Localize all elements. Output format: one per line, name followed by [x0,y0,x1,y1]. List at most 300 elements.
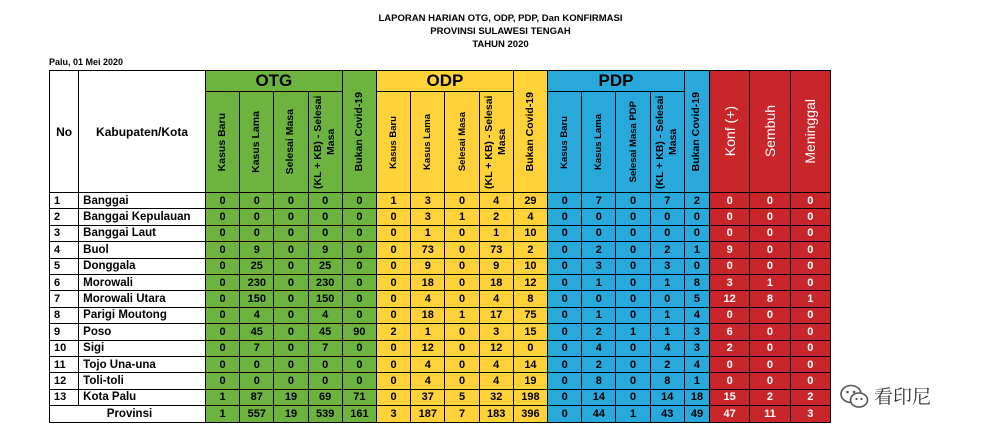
cell-sembuh: 0 [750,373,790,389]
cell-odp-bukan: 2 [513,242,547,258]
table-row [50,291,831,307]
cell-odp-kl-kb: 3 [479,324,513,340]
col-odp-bukan: Bukan Covid-19 [513,71,547,193]
cell-odp-kl-kb: 183 [479,406,513,423]
cell-sembuh: 0 [750,242,790,258]
cell-odp-bukan: 198 [513,389,547,405]
cell-odp-kasus-baru: 0 [377,242,411,258]
report-year: TAHUN 2020 [472,39,529,50]
cell-otg-selesai-masa: 0 [274,258,308,274]
cell-pdp-kl-kb: 1 [650,324,684,340]
cell-odp-kl-kb: 9 [479,258,513,274]
cell-otg-selesai-masa: 19 [274,389,308,405]
cell-odp-selesai-masa: 1 [445,209,479,225]
report-date: Palu, 01 Mei 2020 [49,57,124,67]
group-otg: OTG [205,71,342,92]
cell-pdp-kasus-lama: 2 [582,242,616,258]
cell-pdp-bukan: 1 [684,373,709,389]
cell-pdp-kasus-lama: 1 [582,307,616,323]
cell-otg-bukan: 0 [342,209,376,225]
cell-pdp-kasus-lama: 2 [582,356,616,372]
cell-konf: 6 [710,324,750,340]
cell-pdp-kasus-lama: 14 [582,389,616,405]
cell-odp-kasus-lama: 3 [411,209,445,225]
cell-odp-bukan: 0 [513,340,547,356]
cell-pdp-kasus-baru: 0 [548,209,582,225]
report-title: LAPORAN HARIAN OTG, ODP, PDP, Dan KONFIRMASI [378,13,623,24]
row-kabupaten: Donggala [79,258,206,274]
cell-otg-selesai-masa: 0 [274,274,308,290]
cell-odp-kasus-lama: 18 [411,307,445,323]
cell-otg-kasus-baru: 0 [205,242,239,258]
cell-otg-kasus-lama: 4 [240,307,274,323]
cell-pdp-selesai-masa: 0 [616,209,650,225]
cell-konf: 0 [710,258,750,274]
cell-odp-selesai-masa: 5 [445,389,479,405]
cell-pdp-kasus-lama: 4 [582,340,616,356]
cell-sembuh: 0 [750,193,790,209]
cell-pdp-kl-kb: 4 [650,340,684,356]
cell-odp-kasus-lama: 4 [411,291,445,307]
cell-meninggal: 0 [790,258,830,274]
row-no: 12 [50,373,79,389]
cell-otg-kasus-baru: 0 [205,373,239,389]
cell-otg-kl-kb: 25 [308,258,342,274]
cell-konf: 0 [710,373,750,389]
cell-meninggal: 0 [790,209,830,225]
row-kabupaten: Morowali Utara [79,291,206,307]
cell-otg-kl-kb: 539 [308,406,342,423]
cell-odp-kasus-baru: 0 [377,307,411,323]
cell-pdp-bukan: 2 [684,193,709,209]
cell-otg-bukan: 90 [342,324,376,340]
col-meninggal: Meninggal [790,71,830,193]
cell-odp-kasus-lama: 37 [411,389,445,405]
cell-pdp-kl-kb: 0 [650,225,684,241]
cell-meninggal: 0 [790,356,830,372]
cell-odp-bukan: 396 [513,406,547,423]
cell-pdp-bukan: 0 [684,258,709,274]
col-otg-bukan: Bukan Covid-19 [342,71,376,193]
table-row [50,324,831,340]
cell-pdp-selesai-masa: 0 [616,373,650,389]
row-no: 7 [50,291,79,307]
cell-otg-bukan: 0 [342,373,376,389]
table-row [50,274,831,290]
row-no: 5 [50,258,79,274]
total-row [50,406,831,423]
cell-meninggal: 0 [790,274,830,290]
row-kabupaten: Tojo Una-una [79,356,206,372]
cell-pdp-bukan: 18 [684,389,709,405]
row-kabupaten: Banggai Laut [79,225,206,241]
cell-konf: 47 [710,406,750,423]
row-kabupaten: Buol [79,242,206,258]
report-table [49,70,831,423]
cell-otg-bukan: 161 [342,406,376,423]
col-pdp-bukan: Bukan Covid-19 [684,71,709,193]
cell-pdp-bukan: 8 [684,274,709,290]
cell-pdp-kl-kb: 1 [650,274,684,290]
cell-otg-kasus-lama: 87 [240,389,274,405]
cell-pdp-bukan: 0 [684,209,709,225]
cell-otg-kasus-lama: 7 [240,340,274,356]
cell-konf: 2 [710,340,750,356]
cell-otg-kl-kb: 0 [308,356,342,372]
cell-sembuh: 0 [750,307,790,323]
cell-odp-kasus-baru: 3 [377,406,411,423]
cell-otg-kl-kb: 0 [308,225,342,241]
table-row [50,307,831,323]
cell-odp-kasus-baru: 0 [377,373,411,389]
cell-odp-kasus-lama: 18 [411,274,445,290]
cell-pdp-kasus-baru: 0 [548,373,582,389]
row-no: 4 [50,242,79,258]
cell-pdp-kasus-baru: 0 [548,307,582,323]
cell-pdp-kasus-baru: 0 [548,225,582,241]
col-otg-kasus-baru: Kasus Baru [205,92,239,193]
table-row [50,209,831,225]
cell-meninggal: 0 [790,193,830,209]
col-otg-selesai-masa: Selesai Masa [274,92,308,193]
cell-otg-kasus-baru: 0 [205,291,239,307]
cell-pdp-kl-kb: 43 [650,406,684,423]
cell-odp-kasus-lama: 187 [411,406,445,423]
table-row [50,356,831,372]
table-row [50,258,831,274]
cell-otg-kasus-lama: 150 [240,291,274,307]
cell-otg-kasus-lama: 25 [240,258,274,274]
cell-odp-kasus-lama: 9 [411,258,445,274]
cell-sembuh: 8 [750,291,790,307]
cell-odp-kl-kb: 4 [479,193,513,209]
cell-odp-kasus-lama: 4 [411,373,445,389]
cell-odp-selesai-masa: 0 [445,340,479,356]
cell-odp-bukan: 4 [513,209,547,225]
cell-pdp-bukan: 5 [684,291,709,307]
cell-odp-kl-kb: 12 [479,340,513,356]
row-kabupaten: Banggai [79,193,206,209]
cell-otg-kasus-baru: 0 [205,324,239,340]
cell-konf: 15 [710,389,750,405]
cell-pdp-kasus-baru: 0 [548,274,582,290]
cell-odp-kl-kb: 4 [479,356,513,372]
cell-pdp-kl-kb: 0 [650,291,684,307]
col-no: No [50,71,79,193]
cell-pdp-selesai-masa: 0 [616,291,650,307]
cell-otg-kasus-baru: 0 [205,274,239,290]
row-kabupaten: Parigi Moutong [79,307,206,323]
table-row [50,373,831,389]
cell-odp-bukan: 14 [513,356,547,372]
cell-otg-kl-kb: 4 [308,307,342,323]
cell-sembuh: 0 [750,356,790,372]
cell-odp-kasus-lama: 73 [411,242,445,258]
cell-otg-kasus-lama: 230 [240,274,274,290]
cell-otg-kasus-lama: 557 [240,406,274,423]
cell-meninggal: 0 [790,225,830,241]
cell-odp-kasus-lama: 12 [411,340,445,356]
cell-konf: 3 [710,274,750,290]
cell-otg-selesai-masa: 0 [274,324,308,340]
col-odp-kasus-lama: Kasus Lama [411,92,445,193]
cell-otg-kasus-lama: 9 [240,242,274,258]
col-odp-selesai-masa: Selesai Masa [445,92,479,193]
cell-konf: 12 [710,291,750,307]
cell-otg-kl-kb: 69 [308,389,342,405]
cell-pdp-selesai-masa: 0 [616,340,650,356]
cell-odp-kasus-baru: 0 [377,389,411,405]
cell-pdp-kasus-baru: 0 [548,356,582,372]
cell-otg-kasus-baru: 0 [205,307,239,323]
row-kabupaten: Sigi [79,340,206,356]
cell-pdp-kasus-lama: 0 [582,209,616,225]
cell-pdp-kasus-baru: 0 [548,324,582,340]
cell-pdp-kasus-baru: 0 [548,291,582,307]
row-no: 2 [50,209,79,225]
col-konf: Konf (+) [710,71,750,193]
cell-otg-bukan: 0 [342,274,376,290]
cell-konf: 9 [710,242,750,258]
row-kabupaten: Banggai Kepulauan [79,209,206,225]
cell-odp-selesai-masa: 0 [445,373,479,389]
cell-otg-selesai-masa: 0 [274,373,308,389]
cell-meninggal: 0 [790,242,830,258]
col-odp-kasus-baru: Kasus Baru [377,92,411,193]
cell-konf: 0 [710,193,750,209]
row-no: 3 [50,225,79,241]
row-no: 9 [50,324,79,340]
cell-sembuh: 0 [750,225,790,241]
cell-otg-kl-kb: 0 [308,373,342,389]
cell-otg-kl-kb: 150 [308,291,342,307]
cell-pdp-kasus-baru: 0 [548,193,582,209]
wechat-icon [838,380,872,414]
cell-otg-selesai-masa: 0 [274,193,308,209]
cell-pdp-bukan: 4 [684,356,709,372]
cell-otg-bukan: 71 [342,389,376,405]
cell-odp-selesai-masa: 0 [445,291,479,307]
cell-otg-selesai-masa: 0 [274,340,308,356]
cell-pdp-kasus-baru: 0 [548,406,582,423]
cell-pdp-selesai-masa: 1 [616,406,650,423]
cell-pdp-kl-kb: 0 [650,209,684,225]
cell-sembuh: 1 [750,274,790,290]
cell-sembuh: 0 [750,258,790,274]
cell-otg-kl-kb: 230 [308,274,342,290]
cell-otg-selesai-masa: 0 [274,242,308,258]
col-odp-kl-kb: (KL + KB) - Selesai Masa [479,92,513,193]
cell-konf: 0 [710,356,750,372]
cell-meninggal: 0 [790,373,830,389]
cell-odp-kl-kb: 1 [479,225,513,241]
cell-otg-kasus-lama: 0 [240,193,274,209]
cell-pdp-selesai-masa: 0 [616,193,650,209]
cell-pdp-kasus-baru: 0 [548,242,582,258]
col-pdp-kasus-lama: Kasus Lama [582,92,616,193]
cell-otg-selesai-masa: 0 [274,291,308,307]
cell-otg-kasus-lama: 0 [240,373,274,389]
cell-pdp-selesai-masa: 0 [616,225,650,241]
cell-pdp-kasus-lama: 0 [582,225,616,241]
cell-odp-kasus-baru: 1 [377,193,411,209]
cell-odp-selesai-masa: 0 [445,258,479,274]
cell-konf: 0 [710,225,750,241]
cell-pdp-bukan: 4 [684,307,709,323]
cell-pdp-selesai-masa: 0 [616,242,650,258]
table-row [50,389,831,405]
cell-meninggal: 0 [790,340,830,356]
cell-odp-selesai-masa: 0 [445,356,479,372]
cell-odp-kasus-baru: 0 [377,225,411,241]
cell-pdp-bukan: 49 [684,406,709,423]
cell-odp-kasus-baru: 2 [377,324,411,340]
total-label: Provinsi [50,406,206,423]
cell-sembuh: 0 [750,209,790,225]
cell-otg-kasus-lama: 0 [240,209,274,225]
row-no: 8 [50,307,79,323]
cell-pdp-selesai-masa: 0 [616,274,650,290]
row-kabupaten: Toli-toli [79,373,206,389]
cell-otg-bukan: 0 [342,242,376,258]
cell-konf: 0 [710,209,750,225]
cell-odp-bukan: 29 [513,193,547,209]
row-no: 10 [50,340,79,356]
cell-otg-kl-kb: 0 [308,209,342,225]
cell-otg-bukan: 0 [342,258,376,274]
cell-otg-selesai-masa: 0 [274,225,308,241]
cell-otg-kl-kb: 7 [308,340,342,356]
cell-meninggal: 0 [790,307,830,323]
cell-pdp-kl-kb: 3 [650,258,684,274]
cell-otg-kasus-lama: 45 [240,324,274,340]
cell-sembuh: 11 [750,406,790,423]
col-pdp-selesai-masa: Selesai Masa PDP [616,92,650,193]
cell-pdp-kasus-baru: 0 [548,340,582,356]
cell-odp-kl-kb: 4 [479,291,513,307]
cell-konf: 0 [710,307,750,323]
cell-odp-bukan: 19 [513,373,547,389]
cell-pdp-kl-kb: 8 [650,373,684,389]
cell-otg-selesai-masa: 0 [274,307,308,323]
cell-meninggal: 3 [790,406,830,423]
cell-otg-kl-kb: 0 [308,193,342,209]
table-row [50,340,831,356]
cell-pdp-kl-kb: 2 [650,242,684,258]
cell-pdp-kasus-baru: 0 [548,258,582,274]
cell-otg-kasus-baru: 1 [205,406,239,423]
cell-otg-kl-kb: 9 [308,242,342,258]
cell-otg-bukan: 0 [342,356,376,372]
cell-pdp-kasus-lama: 44 [582,406,616,423]
cell-odp-kl-kb: 32 [479,389,513,405]
cell-pdp-kl-kb: 2 [650,356,684,372]
cell-odp-bukan: 8 [513,291,547,307]
cell-odp-kasus-baru: 0 [377,258,411,274]
cell-odp-kasus-lama: 1 [411,225,445,241]
cell-otg-selesai-masa: 0 [274,209,308,225]
row-kabupaten: Kota Palu [79,389,206,405]
cell-odp-kl-kb: 18 [479,274,513,290]
cell-odp-kasus-lama: 1 [411,324,445,340]
cell-pdp-selesai-masa: 0 [616,389,650,405]
cell-pdp-kl-kb: 14 [650,389,684,405]
cell-odp-kasus-baru: 0 [377,274,411,290]
cell-otg-kasus-baru: 0 [205,340,239,356]
cell-meninggal: 1 [790,291,830,307]
cell-odp-bukan: 12 [513,274,547,290]
row-kabupaten: Poso [79,324,206,340]
cell-pdp-kasus-lama: 3 [582,258,616,274]
cell-pdp-selesai-masa: 1 [616,324,650,340]
cell-odp-kl-kb: 2 [479,209,513,225]
cell-otg-kasus-lama: 0 [240,225,274,241]
cell-otg-kasus-baru: 0 [205,258,239,274]
col-pdp-kasus-baru: Kasus Baru [548,92,582,193]
cell-odp-bukan: 75 [513,307,547,323]
cell-odp-selesai-masa: 0 [445,324,479,340]
group-pdp: PDP [548,71,685,92]
cell-otg-kasus-baru: 1 [205,389,239,405]
cell-otg-bukan: 0 [342,193,376,209]
cell-pdp-kasus-lama: 0 [582,291,616,307]
cell-pdp-bukan: 3 [684,324,709,340]
col-sembuh: Sembuh [750,71,790,193]
cell-odp-kasus-lama: 3 [411,193,445,209]
table-body [50,193,831,423]
row-kabupaten: Morowali [79,274,206,290]
cell-pdp-selesai-masa: 0 [616,258,650,274]
cell-otg-kasus-lama: 0 [240,356,274,372]
cell-odp-kasus-baru: 0 [377,209,411,225]
col-pdp-kl-kb: (KL + KB) - Selesai Masa [650,92,684,193]
cell-odp-bukan: 10 [513,258,547,274]
cell-pdp-selesai-masa: 0 [616,356,650,372]
table-row [50,225,831,241]
cell-otg-bukan: 0 [342,340,376,356]
cell-pdp-kl-kb: 1 [650,307,684,323]
cell-sembuh: 2 [750,389,790,405]
cell-otg-kasus-baru: 0 [205,225,239,241]
cell-odp-kl-kb: 73 [479,242,513,258]
cell-pdp-kasus-lama: 7 [582,193,616,209]
row-no: 11 [50,356,79,372]
watermark-text: 看印尼 [874,386,932,408]
cell-otg-bukan: 0 [342,291,376,307]
cell-pdp-kasus-baru: 0 [548,389,582,405]
cell-odp-bukan: 15 [513,324,547,340]
cell-pdp-bukan: 1 [684,242,709,258]
cell-pdp-bukan: 3 [684,340,709,356]
cell-pdp-kasus-lama: 8 [582,373,616,389]
cell-odp-selesai-masa: 0 [445,274,479,290]
row-no: 13 [50,389,79,405]
cell-odp-kasus-baru: 0 [377,291,411,307]
cell-odp-kl-kb: 17 [479,307,513,323]
cell-odp-bukan: 10 [513,225,547,241]
row-no: 6 [50,274,79,290]
col-kabupaten: Kabupaten/Kota [79,71,206,193]
cell-meninggal: 2 [790,389,830,405]
cell-pdp-selesai-masa: 0 [616,307,650,323]
cell-pdp-bukan: 0 [684,225,709,241]
cell-otg-kasus-baru: 0 [205,209,239,225]
cell-otg-kasus-baru: 0 [205,356,239,372]
cell-pdp-kasus-lama: 1 [582,274,616,290]
col-otg-kasus-lama: Kasus Lama [240,92,274,193]
cell-pdp-kl-kb: 7 [650,193,684,209]
cell-otg-kasus-baru: 0 [205,193,239,209]
